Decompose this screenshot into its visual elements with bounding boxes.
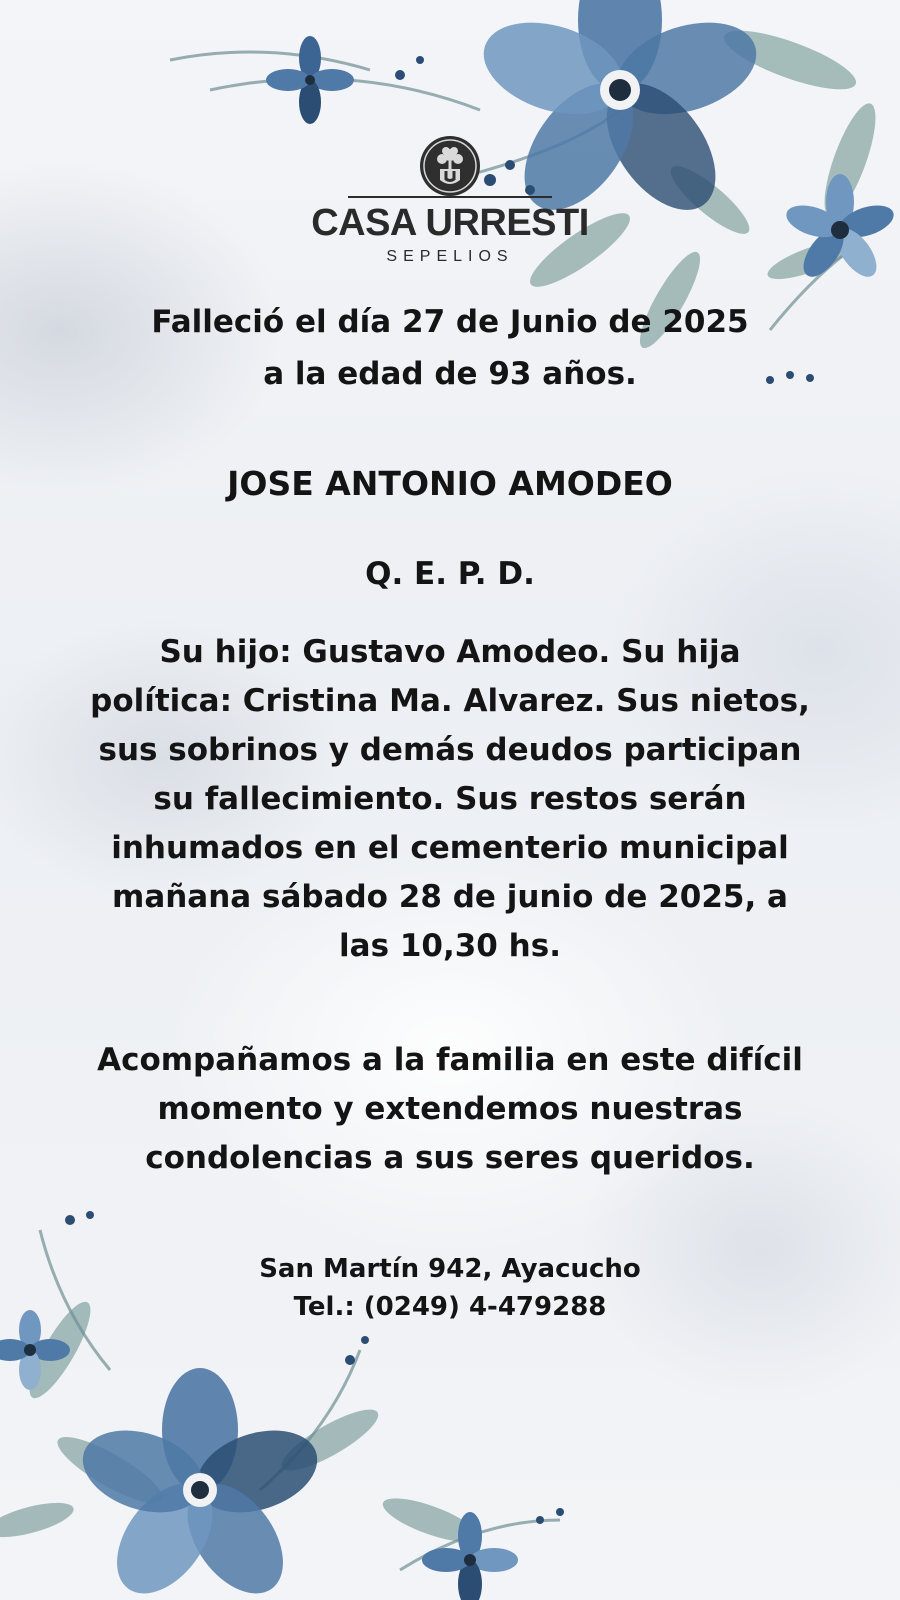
logo-divider-line — [348, 196, 552, 198]
condolence-line: momento y extendemos nuestras — [157, 1091, 743, 1127]
announcement-body-line: las 10,30 hs. — [339, 928, 561, 964]
condolence-line: Acompañamos a la familia en este difícil — [97, 1042, 803, 1078]
floral-decoration-bottom — [0, 1190, 620, 1600]
funeral-home-logo — [300, 130, 600, 270]
announcement-body-line: inhumados en el cementerio municipal — [111, 830, 789, 866]
announcement-body-line: su fallecimiento. Sus restos serán — [153, 781, 747, 817]
announcement-body-line: sus sobrinos y demás deudos participan — [98, 732, 802, 768]
blue-flower-large-bottom — [72, 1368, 328, 1600]
tree-emblem-icon — [418, 134, 482, 198]
logo-name: CASA URRESTI — [311, 202, 589, 244]
announcement-body-line: mañana sábado 28 de junio de 2025, a — [112, 879, 788, 915]
funeral-home-address: San Martín 942, Ayacucho — [259, 1254, 641, 1284]
blue-flower-small-top — [266, 36, 354, 124]
announcement-body-line: política: Cristina Ma. Alvarez. Sus nietos, — [90, 683, 810, 719]
deceased-name: JOSE ANTONIO AMODEO — [227, 464, 673, 503]
rest-in-peace-line: Q. E. P. D. — [365, 556, 535, 592]
logo-subtitle: SEPELIOS — [386, 248, 514, 265]
condolence-line: condolencias a sus seres queridos. — [145, 1140, 755, 1176]
funeral-home-phone: Tel.: (0249) 4-479288 — [293, 1292, 607, 1322]
announcement-body-line: Su hijo: Gustavo Amodeo. Su hija — [159, 634, 741, 670]
blue-flower-small-bottom — [0, 1310, 70, 1390]
age-line: a la edad de 93 años. — [263, 356, 637, 392]
death-date-line: Falleció el día 27 de Junio de 2025 — [151, 304, 749, 340]
